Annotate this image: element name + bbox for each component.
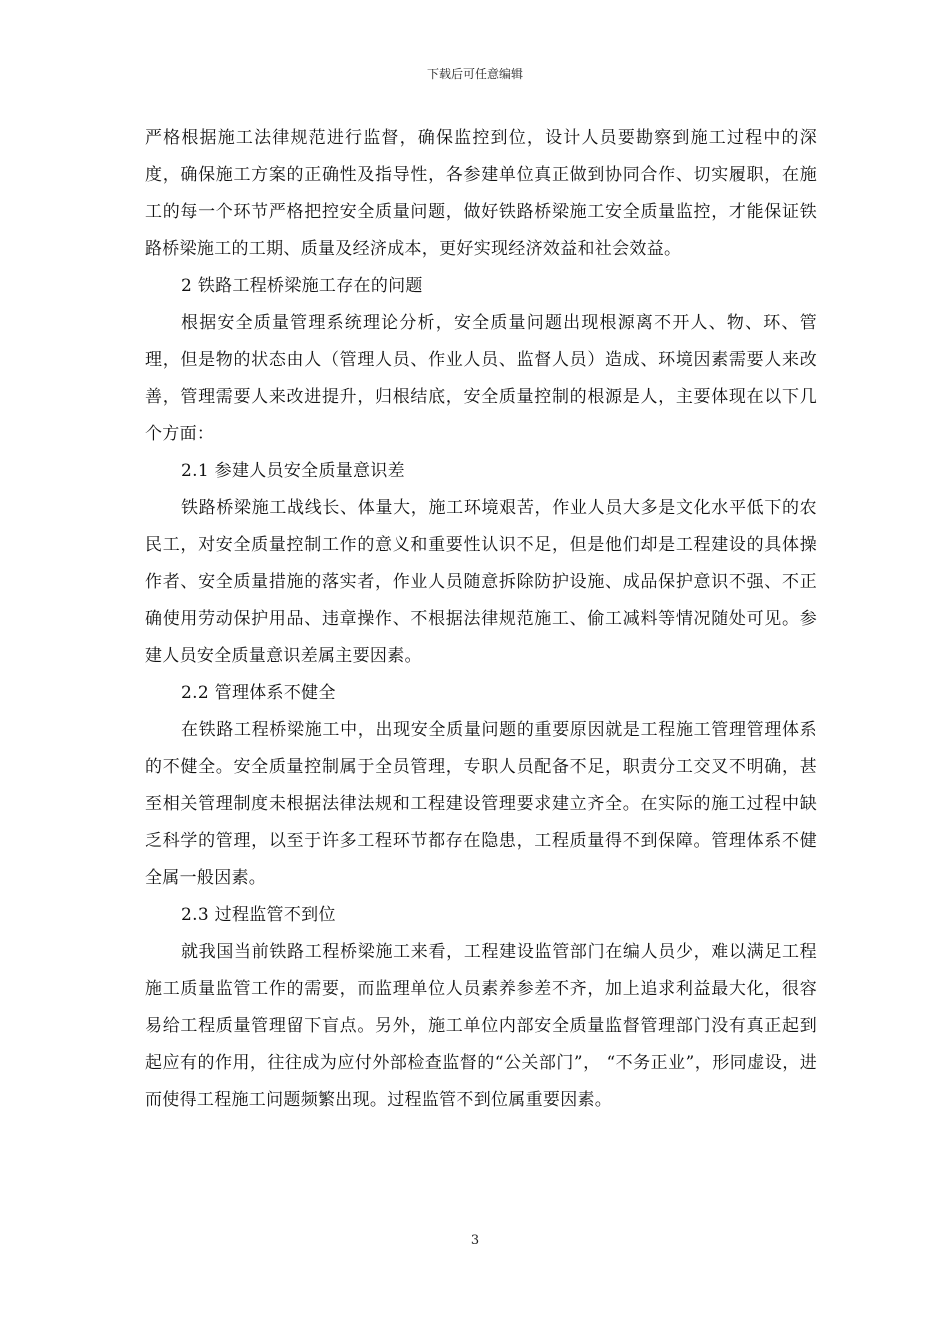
section-heading-2-3: 2.3 过程监管不到位 xyxy=(181,905,336,925)
paragraph-section-2-2: 在铁路工程桥梁施工中，出现安全质量问题的重要原因就是工程施工管理管理体系的不健全。安全质量控制属于全员管理，专职人员配备不足，职责分工交叉不明确，甚至相关管理制度未根据法律法规和工程建设管理要求建立齐全。在实际的施工过程中缺乏科学的管理，以至于许多工程环节都存在隐患，工程质量得不到保障。管理体系不健全属一般因素。 xyxy=(145,720,817,888)
paragraph-section-2-3: 就我国当前铁路工程桥梁施工来看，工程建设监管部门在编人员少，难以满足工程施工质量监管工作的需要，而监理单位人员素养参差不齐，加上追求利益最大化，很容易给工程质量管理留下盲点。另外，施工单位内部安全质量监督管理部门没有真正起到起应有的作用，往往成为应付外部检查监督的“公关部门”， “不务正业”，形同虚设，进而使得工程施工问题频繁出现。过程监管不到位属重要因素。 xyxy=(145,942,817,1110)
page-number: 3 xyxy=(470,1233,480,1248)
section-heading-2-2: 2.2 管理体系不健全 xyxy=(181,683,336,703)
paragraph-continuation: 严格根据施工法律规范进行监督，确保监控到位，设计人员要勘察到施工过程中的深度，确保施工方案的正确性及指导性，各参建单位真正做到协同合作、切实履职，在施工的每一个环节严格把控安全质量问题，做好铁路桥梁施工安全质量监控，才能保证铁路桥梁施工的工期、质量及经济成本，更好实现经济效益和社会效益。 xyxy=(145,128,817,259)
section-heading-2: 2 铁路工程桥梁施工存在的问题 xyxy=(181,276,423,296)
page-header: 下载后可任意编辑 xyxy=(426,67,523,81)
section-heading-2-1: 2.1 参建人员安全质量意识差 xyxy=(181,461,405,481)
paragraph-section-2-intro: 根据安全质量管理系统理论分析，安全质量问题出现根源离不开人、物、环、管理，但是物的状态由人（管理人员、作业人员、监督人员）造成、环境因素需要人来改善，管理需要人来改进提升，归根结底，安全质量控制的根源是人，主要体现在以下几个方面： xyxy=(145,313,817,444)
document-body xyxy=(145,120,817,1119)
paragraph-section-2-1: 铁路桥梁施工战线长、体量大，施工环境艰苦，作业人员大多是文化水平低下的农民工，对安全质量控制工作的意义和重要性认识不足，但是他们却是工程建设的具体操作者、安全质量措施的落实者，作业人员随意拆除防护设施、成品保护意识不强、不正确使用劳动保护用品、违章操作、不根据法律规范施工、偷工减料等情况随处可见。参建人员安全质量意识差属主要因素。 xyxy=(145,498,817,666)
